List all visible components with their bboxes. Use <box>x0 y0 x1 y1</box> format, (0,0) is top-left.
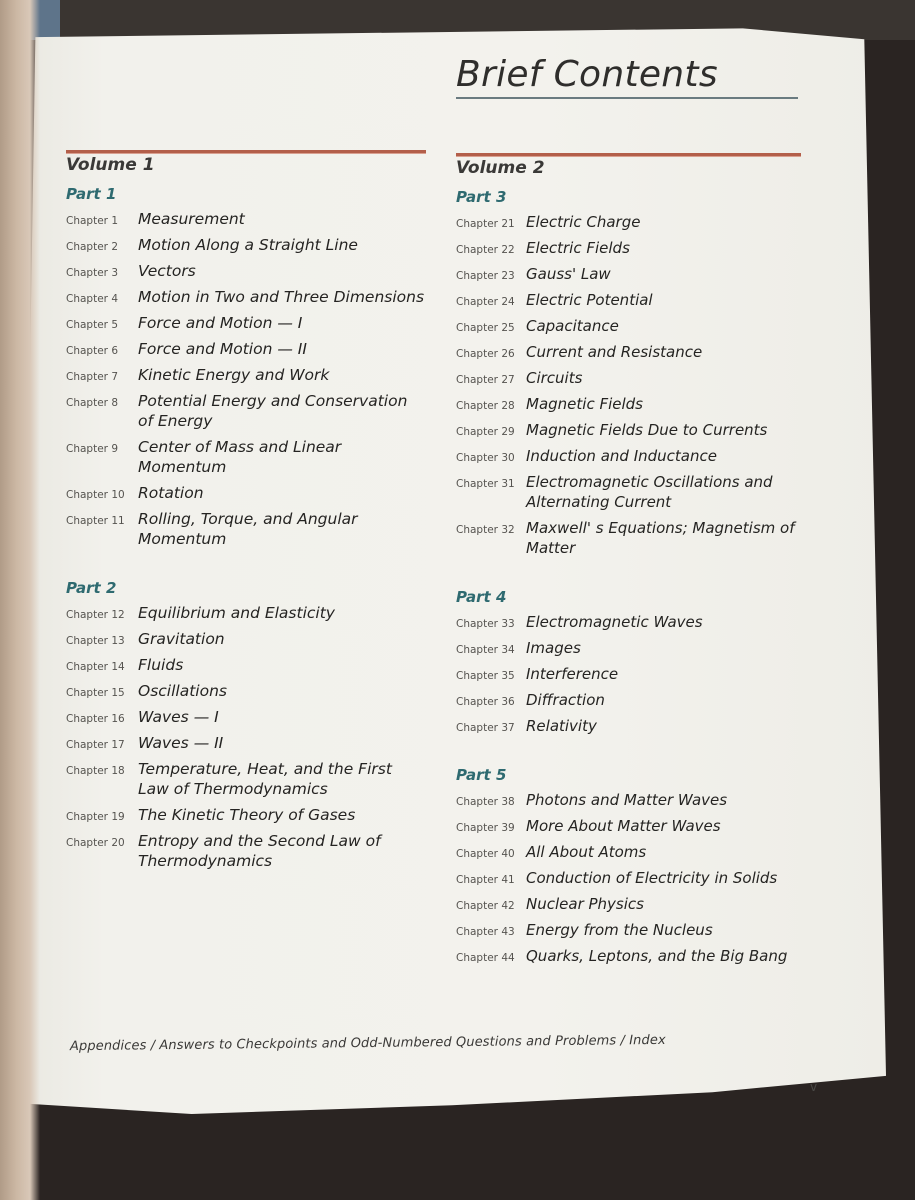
chapter-number: Chapter 13 <box>66 635 125 647</box>
chapter-title: Magnetic Fields Due to Currents <box>526 421 768 439</box>
chapter-number: Chapter 20 <box>66 837 125 849</box>
chapter-entry <box>66 509 426 549</box>
chapter-title: All About Atoms <box>526 843 647 861</box>
chapter-entry <box>66 235 426 255</box>
chapter-entry <box>456 368 801 388</box>
chapter-number: Chapter 12 <box>66 609 125 621</box>
chapter-number: Chapter 44 <box>456 952 515 964</box>
chapter-number: Chapter 5 <box>66 319 118 331</box>
part-title: Part 2 <box>66 579 117 597</box>
chapter-entry <box>66 365 426 385</box>
chapter-number: Chapter 37 <box>456 722 515 734</box>
chapter-title: Waves — I <box>138 708 219 726</box>
chapter-entry <box>66 437 426 477</box>
chapter-title: Relativity <box>526 717 597 735</box>
chapter-number: Chapter 24 <box>456 296 515 308</box>
chapter-title: Electric Fields <box>526 239 630 257</box>
chapter-title: More About Matter Waves <box>526 817 721 835</box>
chapter-title: Conduction of Electricity in Solids <box>526 869 778 887</box>
chapter-entry <box>456 342 801 362</box>
volume-rule <box>456 153 801 156</box>
chapter-number: Chapter 30 <box>456 452 515 464</box>
part-title: Part 3 <box>456 188 507 206</box>
chapter-number: Chapter 2 <box>66 241 118 253</box>
chapter-number: Chapter 34 <box>456 644 515 656</box>
chapter-title: Kinetic Energy and Work <box>138 366 330 384</box>
chapter-number: Chapter 42 <box>456 900 515 912</box>
chapter-number: Chapter 40 <box>456 848 515 860</box>
chapter-entry <box>66 209 426 229</box>
chapter-entry <box>456 920 801 940</box>
chapter-number: Chapter 33 <box>456 618 515 630</box>
chapter-number: Chapter 10 <box>66 489 125 501</box>
chapter-title: Gauss' Law <box>526 265 611 283</box>
chapter-entry <box>456 842 801 862</box>
chapter-title: Motion in Two and Three Dimensions <box>138 288 425 306</box>
chapter-number: Chapter 39 <box>456 822 515 834</box>
chapter-number: Chapter 28 <box>456 400 515 412</box>
chapter-title: Electromagnetic Waves <box>526 613 703 631</box>
chapter-number: Chapter 9 <box>66 443 118 455</box>
chapter-number: Chapter 35 <box>456 670 515 682</box>
chapter-entry <box>66 805 426 825</box>
chapter-number: Chapter 17 <box>66 739 125 751</box>
chapter-number: Chapter 27 <box>456 374 515 386</box>
chapter-entry <box>66 831 426 871</box>
chapter-entry <box>456 420 801 440</box>
chapter-title: Magnetic Fields <box>526 395 643 413</box>
chapter-title: Interference <box>526 665 619 683</box>
chapter-entry <box>456 816 801 836</box>
chapter-entry <box>66 391 426 431</box>
chapter-number: Chapter 7 <box>66 371 118 383</box>
page-number: v <box>810 1080 818 1094</box>
chapter-entry <box>456 316 801 336</box>
chapter-number: Chapter 19 <box>66 811 125 823</box>
title-underline <box>456 97 798 99</box>
volume-title: Volume 1 <box>66 155 155 175</box>
part-title: Part 4 <box>456 588 507 606</box>
chapter-title: Potential Energy and Conservation of Energy <box>138 392 408 430</box>
chapter-title: Equilibrium and Elasticity <box>138 604 335 622</box>
chapter-title: Capacitance <box>526 317 619 335</box>
chapter-title: Temperature, Heat, and the First Law of Thermodynamics <box>138 760 392 798</box>
chapter-entry <box>456 238 801 258</box>
chapter-entry <box>66 655 426 675</box>
chapter-title: Energy from the Nucleus <box>526 921 713 939</box>
volume-1-column <box>66 150 426 877</box>
chapter-entry <box>456 212 801 232</box>
chapter-title: Measurement <box>138 210 245 228</box>
chapter-number: Chapter 6 <box>66 345 118 357</box>
chapter-number: Chapter 25 <box>456 322 515 334</box>
chapter-title: Diffraction <box>526 691 605 709</box>
chapter-title: Maxwell' s Equations; Magnetism of Matter <box>526 519 795 557</box>
chapter-title: Fluids <box>138 656 184 674</box>
chapter-number: Chapter 18 <box>66 765 125 777</box>
chapter-number: Chapter 38 <box>456 796 515 808</box>
chapter-entry <box>456 518 801 558</box>
chapter-entry <box>456 664 801 684</box>
chapter-title: Oscillations <box>138 682 227 700</box>
chapter-title: Motion Along a Straight Line <box>138 236 358 254</box>
chapter-number: Chapter 23 <box>456 270 515 282</box>
chapter-title: Images <box>526 639 581 657</box>
chapter-entry <box>66 681 426 701</box>
page-title: Brief Contents <box>456 54 718 95</box>
chapter-entry <box>456 264 801 284</box>
chapter-title: Center of Mass and Linear Momentum <box>138 438 342 476</box>
chapter-title: Gravitation <box>138 630 225 648</box>
chapter-entry <box>456 716 801 736</box>
chapter-entry <box>456 612 801 632</box>
chapter-entry <box>456 394 801 414</box>
volume-2-column <box>456 153 801 972</box>
chapter-entry <box>456 446 801 466</box>
chapter-title: Current and Resistance <box>526 343 703 361</box>
volume-rule <box>66 150 426 153</box>
chapter-entry <box>456 894 801 914</box>
part-title: Part 5 <box>456 766 507 784</box>
chapter-title: Circuits <box>526 369 583 387</box>
chapter-number: Chapter 36 <box>456 696 515 708</box>
chapter-title: Nuclear Physics <box>526 895 644 913</box>
chapter-entry <box>456 946 801 966</box>
chapter-entry <box>456 290 801 310</box>
chapter-title: Rotation <box>138 484 204 502</box>
chapter-entry <box>66 629 426 649</box>
chapter-entry <box>456 690 801 710</box>
chapter-number: Chapter 3 <box>66 267 118 279</box>
chapter-title: Electromagnetic Oscillations and Alternating Current <box>526 473 773 511</box>
chapter-number: Chapter 32 <box>456 524 515 536</box>
chapter-entry <box>66 483 426 503</box>
chapter-entry <box>456 472 801 512</box>
chapter-entry <box>456 638 801 658</box>
chapter-entry <box>66 287 426 307</box>
chapter-number: Chapter 26 <box>456 348 515 360</box>
chapter-entry <box>66 261 426 281</box>
chapter-title: Electric Potential <box>526 291 653 309</box>
chapter-entry <box>66 603 426 623</box>
chapter-number: Chapter 31 <box>456 478 515 490</box>
chapter-entry <box>66 707 426 727</box>
chapter-number: Chapter 4 <box>66 293 118 305</box>
appendix-line: Appendices / Answers to Checkpoints and Odd-Numbered Questions and Problems / Index <box>69 1032 666 1055</box>
chapter-entry <box>66 759 426 799</box>
volume-title: Volume 2 <box>456 158 545 178</box>
part-title: Part 1 <box>66 185 117 203</box>
chapter-number: Chapter 14 <box>66 661 125 673</box>
chapter-title: Vectors <box>138 262 196 280</box>
chapter-number: Chapter 29 <box>456 426 515 438</box>
page-gutter-curl <box>0 0 40 1200</box>
chapter-entry <box>66 733 426 753</box>
chapter-title: Photons and Matter Waves <box>526 791 728 809</box>
chapter-number: Chapter 43 <box>456 926 515 938</box>
chapter-entry <box>66 313 426 333</box>
chapter-title: Electric Charge <box>526 213 641 231</box>
chapter-number: Chapter 22 <box>456 244 515 256</box>
chapter-number: Chapter 8 <box>66 397 118 409</box>
chapter-entry <box>66 339 426 359</box>
chapter-entry <box>456 868 801 888</box>
chapter-title: The Kinetic Theory of Gases <box>138 806 356 824</box>
chapter-number: Chapter 16 <box>66 713 125 725</box>
chapter-number: Chapter 15 <box>66 687 125 699</box>
part-spacer <box>66 555 426 579</box>
chapter-number: Chapter 1 <box>66 215 118 227</box>
part-spacer <box>456 742 801 766</box>
chapter-title: Quarks, Leptons, and the Big Bang <box>526 947 788 965</box>
part-spacer <box>456 564 801 588</box>
chapter-title: Rolling, Torque, and Angular Momentum <box>138 510 358 548</box>
chapter-title: Waves — II <box>138 734 224 752</box>
chapter-title: Force and Motion — I <box>138 314 303 332</box>
chapter-number: Chapter 21 <box>456 218 515 230</box>
chapter-number: Chapter 41 <box>456 874 515 886</box>
chapter-entry <box>456 790 801 810</box>
chapter-number: Chapter 11 <box>66 515 125 527</box>
chapter-title: Entropy and the Second Law of Thermodynamics <box>138 832 381 870</box>
chapter-title: Induction and Inductance <box>526 447 717 465</box>
chapter-title: Force and Motion — II <box>138 340 307 358</box>
